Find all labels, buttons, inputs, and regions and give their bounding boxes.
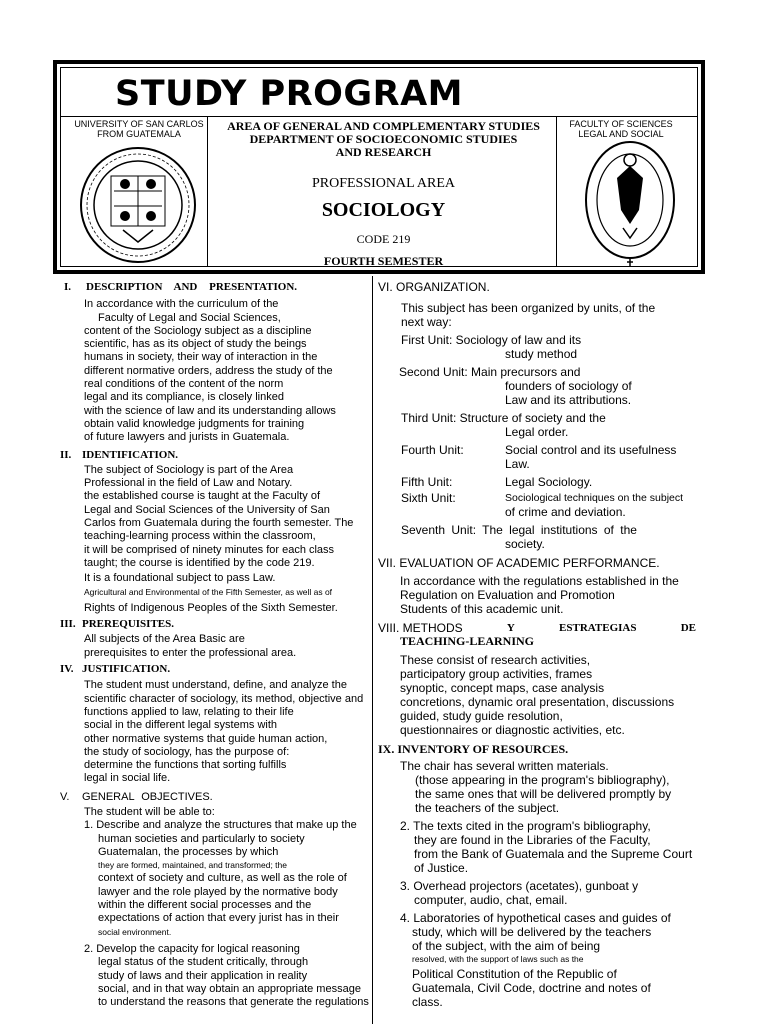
university-seal-icon <box>79 146 197 264</box>
unit-1-label: First Unit: Sociology of law and its <box>401 333 582 348</box>
text-line: with the science of law and its understanding allows <box>84 404 336 417</box>
text-line: legal in social life. <box>84 772 171 785</box>
section-number: IV. <box>60 663 74 676</box>
units-list <box>378 333 704 551</box>
section-number: III. <box>60 618 76 631</box>
inventory-intro-2 <box>378 773 704 815</box>
text-line: the same ones that will be delivered promptly by <box>415 787 672 802</box>
resource-4-more <box>378 967 704 1009</box>
text-line: of the subject, with the aim of being <box>412 939 601 954</box>
left-column <box>60 281 378 1009</box>
text-line: obtain valid knowledge judgments for training <box>84 417 305 430</box>
text-line: it will be comprised of ninety minutes for each class <box>84 543 335 556</box>
section-objectives-heading <box>60 791 378 804</box>
text-line: expectations of action that every jurist has in their <box>98 912 339 925</box>
section-title: IDENTIFICATION. <box>82 448 179 461</box>
foundational-small-text: Agricultural and Environmental of the Fifth Semester, as well as of <box>84 586 333 597</box>
unit-2-label: Second Unit: Main precursors and <box>399 365 581 380</box>
text-line: The student must understand, define, and analyze the <box>84 679 347 692</box>
section-number: I. <box>64 281 72 293</box>
objective-1-more <box>60 872 378 925</box>
text-line: class. <box>412 994 443 1009</box>
text-line: 2. The texts cited in the program's bibliography, <box>400 819 651 834</box>
inventory-intro: The chair has several written materials. <box>400 759 609 774</box>
unit-5-row <box>401 475 704 489</box>
text-line: other normative systems that guide human action, <box>84 732 328 745</box>
text-line: of Justice. <box>414 861 469 876</box>
organization-intro <box>378 301 704 329</box>
text-line: In accordance with the curriculum of the <box>84 298 279 311</box>
unit-4-value-2: Law. <box>505 457 530 472</box>
text-line: the study of sociology, has the purpose of: <box>84 745 290 758</box>
section-justification-heading <box>60 663 378 676</box>
objective-1-lines <box>60 819 378 859</box>
text-line: social in the different legal systems with <box>84 719 277 732</box>
text-line: questionnaires or diagnostic activities, etc. <box>400 723 625 738</box>
text-line: legal and its compliance, is closely linked <box>84 391 284 404</box>
text-line: concretions, dynamic oral presentation, discussions <box>400 695 675 710</box>
text-line: humans in society, their way of interaction in the <box>84 351 318 364</box>
text-line: context of society and culture, as well as the role of <box>98 872 347 885</box>
text-line: to understand the reasons that generate the regulations <box>98 996 369 1009</box>
text-line: 1. Describe and analyze the structures that make up the <box>84 819 357 832</box>
methods-word-3: ESTRATEGIAS <box>559 621 637 634</box>
semester: FOURTH SEMESTER <box>323 254 444 268</box>
section-methods-heading <box>378 622 704 635</box>
methods-word-2: Y <box>506 621 515 634</box>
text-line: lawyer and the role played by the normative body <box>98 885 338 898</box>
objective-1-small-2: social environment. <box>98 926 172 937</box>
justification-text <box>60 679 378 785</box>
text-line: Guatemala, Civil Code, doctrine and notes of <box>412 980 651 995</box>
text-line: content of the Sociology subject as a discipline <box>84 324 312 337</box>
university-name: UNIVERSITY OF SAN CARLOS FROM GUATEMALA <box>74 119 204 139</box>
text-line: real conditions of the content of the norm <box>84 378 284 391</box>
section-prerequisites-heading <box>60 618 378 631</box>
area-line-1: AREA OF GENERAL AND COMPLEMENTARY STUDIES <box>227 119 540 133</box>
faculty-seal-icon <box>583 138 677 268</box>
objectives-intro: The student will be able to: <box>84 805 215 818</box>
resource-4 <box>378 911 704 953</box>
text-line: computer, audio, chat, email. <box>414 893 568 908</box>
section-title: PREREQUISITES. <box>82 618 175 631</box>
text-line: functions applied to law, relating to their life <box>84 705 294 718</box>
text-line: taught; the course is identified by the code 219. <box>84 556 315 569</box>
text-line: determine the functions that sorting fulfills <box>84 759 287 772</box>
text-line: the established course is taught at the Faculty of <box>84 490 321 503</box>
text-line: of future lawyers and jurists in Guatemala. <box>84 431 290 444</box>
foundational-text: It is a foundational subject to pass Law. <box>84 572 276 585</box>
header-divider-right <box>556 116 557 266</box>
unit-6-value-2: of crime and deviation. <box>505 505 626 520</box>
unit-1-value: study method <box>505 347 578 362</box>
text-line: study of laws and their application in reality <box>98 969 308 982</box>
right-column <box>378 281 704 1009</box>
section-title: INVENTORY OF RESOURCES. <box>397 742 569 757</box>
text-line: scientific character of sociology, its method, objective and <box>84 692 364 705</box>
text-line: participatory group activities, frames <box>400 667 593 682</box>
unit-4-row <box>401 443 704 457</box>
unit-6-row <box>401 491 704 505</box>
text-line: In accordance with the regulations established in the <box>400 573 679 588</box>
section-description-heading <box>64 281 378 294</box>
unit-4-value-1: Social control and its usefulness <box>505 443 677 458</box>
methods-word-4: DE <box>680 621 696 634</box>
unit-2-value-1: founders of sociology of <box>505 379 632 394</box>
course-code: CODE 219 <box>356 232 411 246</box>
text-line: Guatemalan, the processes by which <box>98 845 279 858</box>
resource-4-small: resolved, with the support of laws such as the <box>412 954 584 965</box>
unit-3-value: Legal order. <box>505 425 569 440</box>
area-heading <box>211 120 556 159</box>
section-number: II. <box>60 448 72 461</box>
text-line: (those appearing in the program's bibliography), <box>415 773 670 788</box>
page-title: STUDY PROGRAM <box>115 74 463 114</box>
methods-text <box>378 653 704 737</box>
text-line: teaching-learning process within the classroom, <box>84 530 316 543</box>
area-line-2: DEPARTMENT OF SOCIOECONOMIC STUDIES <box>249 132 518 146</box>
text-line: All subjects of the Area Basic are <box>84 633 245 646</box>
unit-3-label: Third Unit: Structure of society and the <box>401 411 606 426</box>
text-line: social, and in that way obtain an appropriate message <box>98 982 361 995</box>
text-line: they are found in the Libraries of the Faculty, <box>414 833 651 848</box>
section-identification-heading <box>60 449 378 462</box>
section-title: DESCRIPTION AND PRESENTATION. <box>86 281 298 293</box>
description-text <box>60 298 378 444</box>
section-inventory-heading <box>378 743 704 756</box>
resource-3 <box>378 879 704 907</box>
text-line: human societies and particularly to society <box>98 832 305 845</box>
text-line: Faculty of Legal and Social Sciences, <box>98 311 281 324</box>
area-line-3: AND RESEARCH <box>335 145 432 159</box>
objective-2-lines <box>60 943 378 1009</box>
section-title: JUSTIFICATION. <box>82 663 171 676</box>
text-line: 4. Laboratories of hypothetical cases and guides of <box>400 911 671 926</box>
unit-5-label: Fifth Unit: <box>401 475 453 490</box>
text-line: prerequisites to enter the professional area. <box>84 646 297 659</box>
text-line: Legal and Social Sciences of the University of San <box>84 503 330 516</box>
text-line: 3. Overhead projectors (acetates), gunboat y <box>400 879 639 894</box>
methods-heading-line-2: TEACHING-LEARNING <box>400 633 535 648</box>
text-line: Professional in the field of Law and Notary. <box>84 477 293 490</box>
text-line: Political Constitution of the Republic of <box>412 966 617 981</box>
evaluation-text <box>378 574 704 616</box>
text-line: 2. Develop the capacity for logical reasoning <box>84 942 300 955</box>
professional-area: PROFESSIONAL AREA <box>311 176 455 191</box>
unit-5-value: Legal Sociology. <box>505 475 593 490</box>
text-line: Students of this academic unit. <box>400 601 564 616</box>
header-inner-frame <box>60 67 698 267</box>
header-divider <box>61 116 697 117</box>
text-line: This subject has been organized by units, of the <box>401 301 656 316</box>
objective-1-small: they are formed, maintained, and transformed; the <box>98 860 287 871</box>
unit-2-value-2: Law and its attributions. <box>505 393 632 408</box>
methods-word-1: VIII. METHODS <box>378 620 463 635</box>
text-line: within the different social processes and the <box>98 899 312 912</box>
text-line: study, which will be delivered by the teachers <box>412 925 652 940</box>
text-line: scientific, has as its object of study the beings <box>84 338 307 351</box>
text-line: Regulation on Evaluation and Promotion <box>400 587 615 602</box>
section-organization-heading: VI. ORGANIZATION. <box>378 280 490 294</box>
text-line: guided, study guide resolution, <box>400 709 563 724</box>
unit-6-label: Sixth Unit: <box>401 491 456 506</box>
text-line: the teachers of the subject. <box>415 801 560 816</box>
unit-6-value-1: Sociological techniques on the subject <box>505 492 684 505</box>
text-line: synoptic, concept maps, case analysis <box>400 681 605 696</box>
faculty-name: FACULTY OF SCIENCES LEGAL AND SOCIAL <box>569 119 673 139</box>
unit-7-label: Seventh Unit: The legal institutions of the <box>401 523 637 538</box>
resource-2 <box>378 819 704 875</box>
text-line: These consist of research activities, <box>400 653 591 668</box>
unit-4-label: Fourth Unit: <box>401 443 464 458</box>
text-line: legal status of the student critically, through <box>98 956 309 969</box>
identification-text <box>60 464 378 570</box>
header-box <box>53 60 705 274</box>
section-evaluation-heading: VII. EVALUATION OF ACADEMIC PERFORMANCE. <box>378 556 660 571</box>
section-number: IX. <box>378 742 395 757</box>
section-title: GENERAL OBJECTIVES. <box>82 790 213 803</box>
header-divider-left <box>207 116 208 266</box>
text-line: different normative orders, address the study of the <box>84 364 333 377</box>
text-line: from the Bank of Guatemala and the Supreme Court <box>414 847 693 862</box>
subject-name: SOCIOLOGY <box>321 199 446 221</box>
text-line: The subject of Sociology is part of the Area <box>84 463 294 476</box>
unit-7-value: society. <box>505 537 545 552</box>
rights-text: Rights of Indigenous Peoples of the Sixth Semester. <box>84 601 338 614</box>
prerequisites-text <box>60 633 378 660</box>
text-line: Carlos from Guatemala during the fourth semester. The <box>84 517 354 530</box>
section-number: V. <box>60 790 70 803</box>
text-line: next way: <box>401 315 452 330</box>
